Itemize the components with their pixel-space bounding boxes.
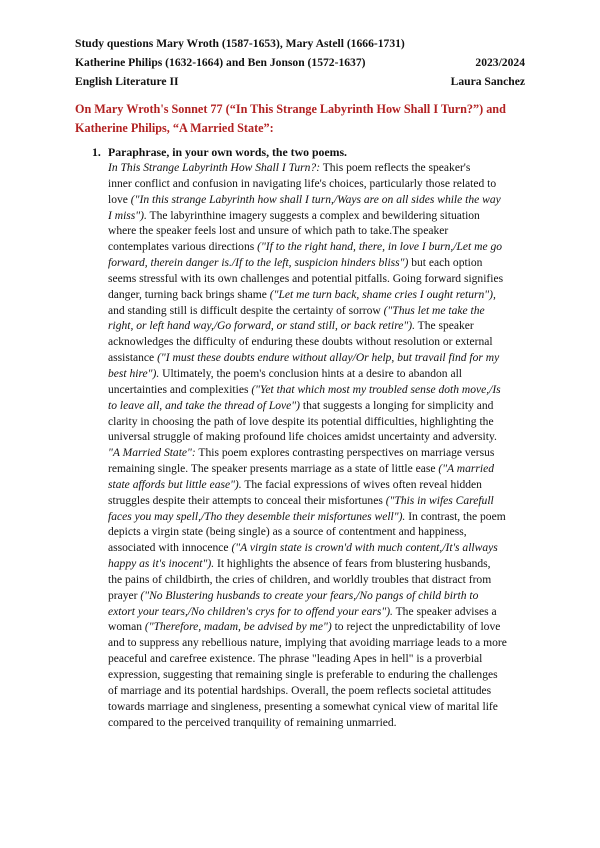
answer-line bbox=[108, 367, 526, 383]
body-text: It highlights the absence of fears from blustering husbands, bbox=[214, 558, 491, 571]
answer-line bbox=[108, 605, 526, 621]
body-text: This poem reflects the speaker's bbox=[320, 162, 471, 174]
quote-text: ("Therefore, madam, be advised by me") bbox=[144, 621, 332, 634]
answer-line bbox=[108, 700, 526, 716]
body-text: inner conflict and confusion in navigating life's choices, particularly those related to bbox=[108, 177, 497, 190]
answer-line bbox=[108, 415, 526, 431]
body-text: struggles despite their attempts to conceal their misfortunes bbox=[108, 494, 386, 507]
body-text: peaceful and carefree existence. The phrase "leading Apes in hell" is a proverbial bbox=[108, 653, 483, 666]
section-title bbox=[75, 100, 530, 138]
quote-text: ("A married bbox=[438, 463, 494, 476]
body-text: and to suppress any rebellious nature, implying that avoiding marriage leads to a more bbox=[108, 637, 507, 650]
answer-line bbox=[108, 462, 526, 478]
body-text: universal struggle of making profound life choices amidst uncertainty and adversity. bbox=[108, 431, 497, 444]
quote-text: right, or left hand way,/Go forward, or stand still, or back retire"). bbox=[108, 320, 415, 333]
quote-text: ("Let me turn back, shame cries I ought return"), bbox=[269, 288, 496, 301]
quote-text: ("I must these doubts endure without allay/Or help, but travail find for my bbox=[157, 352, 500, 365]
quote-text: ("This in wifes Carefull bbox=[385, 494, 494, 507]
body-text: The speaker advises a bbox=[392, 605, 497, 618]
course-name: English Literature II bbox=[75, 75, 179, 88]
quote-text: In This Strange Labyrinth How Shall I Turn?: bbox=[108, 162, 321, 174]
answer-line bbox=[108, 494, 526, 510]
answer-line bbox=[108, 319, 526, 335]
quote-text: ("No Blustering husbands to create your fears,/No pangs of child birth to bbox=[140, 589, 479, 602]
answer-line bbox=[108, 716, 526, 732]
quote-text: "A Married State": bbox=[108, 447, 196, 460]
quote-text: state affords but little ease"). bbox=[108, 478, 242, 491]
body-text: uncertainties and complexities bbox=[108, 383, 252, 396]
body-text: of marriage and its potential hardships. Overall, the poem reflects societal attitudes bbox=[108, 684, 492, 697]
body-text: The labyrinthine imagery suggests a complex and bewildering situation bbox=[146, 209, 480, 222]
answer-line bbox=[108, 256, 526, 272]
answer-line bbox=[108, 224, 526, 240]
answer-line bbox=[108, 161, 526, 177]
body-text: acknowledges the difficulty of enduring these doubts without resolution or external bbox=[108, 336, 493, 349]
body-text: that suggests a longing for simplicity and bbox=[300, 399, 494, 412]
question-text: Paraphrase, in your own words, the two poems. bbox=[108, 145, 348, 159]
answer-line bbox=[108, 209, 526, 225]
body-text: and standing still is difficult despite the certainty of sorrow bbox=[108, 304, 384, 317]
answer-line bbox=[108, 272, 526, 288]
body-text: The speaker bbox=[415, 320, 474, 333]
question-number: 1. bbox=[92, 145, 101, 159]
answer-line bbox=[108, 525, 526, 541]
body-text: clarity in choosing the path of love despite its potential difficulties, highlighting the bbox=[108, 415, 494, 428]
answer-line bbox=[108, 668, 526, 684]
quote-text: ("A virgin state is crown'd with much content,/It's allways bbox=[231, 542, 498, 555]
answer-line bbox=[108, 177, 526, 193]
answer-line bbox=[108, 430, 526, 446]
answer-line bbox=[108, 573, 526, 589]
body-text: Ultimately, the poem's conclusion hints at a desire to abandon all bbox=[159, 367, 463, 380]
body-text: contemplates various directions bbox=[108, 241, 258, 254]
quote-text: to leave all, and take the thread of Love") bbox=[108, 399, 301, 412]
quote-text: ("Thus let me take the bbox=[383, 304, 485, 317]
body-text: associated with innocence bbox=[108, 542, 232, 555]
answer-line bbox=[108, 240, 526, 256]
body-text: The facial expressions of wives often reveal hidden bbox=[241, 478, 482, 491]
quote-text: faces you may spell,/Tho they desemble their misfortunes well"). bbox=[108, 510, 406, 523]
answer-line bbox=[108, 620, 526, 636]
header-line-1 bbox=[75, 37, 525, 51]
answer-line bbox=[108, 335, 526, 351]
body-text: danger, turning back brings shame bbox=[108, 288, 270, 301]
answer-line bbox=[108, 288, 526, 304]
answer-line bbox=[108, 304, 526, 320]
answer-line bbox=[108, 636, 526, 652]
body-text: compared to the perceived tranquility of remaining unmarried. bbox=[108, 716, 397, 729]
answer-line bbox=[108, 589, 526, 605]
answer-line bbox=[108, 557, 526, 573]
answer-line bbox=[108, 446, 526, 462]
body-text: depicts a virgin state (being single) as a source of contentment and happiness, bbox=[108, 526, 467, 539]
body-text: towards marriage and singleness, presenting a somewhat cynical view of marital life bbox=[108, 700, 498, 713]
quote-text: ("Yet that which most my troubled sense doth move,/Is bbox=[251, 383, 501, 396]
body-text: woman bbox=[108, 621, 145, 634]
body-text: the pains of childbirth, the cries of children, and worldly troubles that distract from bbox=[108, 573, 492, 586]
body-text: to reject the unpredictability of love bbox=[331, 621, 501, 634]
header-line-2 bbox=[75, 56, 525, 70]
answer-body bbox=[108, 161, 526, 731]
answer-line bbox=[108, 383, 526, 399]
body-text: seems stressful with its own challenges and potential pitfalls. Going forward signifies bbox=[108, 272, 504, 285]
answer-line bbox=[108, 351, 526, 367]
header-authors-2: Katherine Philips (1632-1664) and Ben Jonson (1572-1637) bbox=[75, 56, 366, 69]
quote-text: ("In this strange Labyrinth how shall I turn,/Ways are on all sides while the way bbox=[130, 193, 501, 206]
body-text: prayer bbox=[108, 589, 141, 602]
body-text: This poem explores contrasting perspectives on marriage versus bbox=[195, 447, 495, 460]
section-title-line: Katherine Philips, “A Married State”: bbox=[75, 121, 274, 135]
answer-line bbox=[108, 399, 526, 415]
quote-text: best hire"). bbox=[108, 367, 160, 380]
answer-line bbox=[108, 684, 526, 700]
answer-line bbox=[108, 541, 526, 557]
answer-line bbox=[108, 193, 526, 209]
answer-line bbox=[108, 510, 526, 526]
quote-text: forward, therein danger is./If to the left, suspicion hinders bliss") bbox=[108, 257, 409, 270]
quote-text: I miss"). bbox=[108, 209, 147, 222]
question-heading bbox=[92, 145, 347, 160]
quote-text: ("If to the right hand, there, in love I burn,/Let me go bbox=[257, 241, 503, 254]
answer-line bbox=[108, 652, 526, 668]
body-text: where the speaker feels lost and unsure of which path to take.The speaker bbox=[108, 225, 449, 238]
answer-line bbox=[108, 478, 526, 494]
quote-text: extort your tears,/No children's crys for to offend your ears"). bbox=[108, 605, 393, 618]
body-text: love bbox=[108, 193, 131, 206]
academic-year: 2023/2024 bbox=[475, 56, 525, 69]
header-line-3 bbox=[75, 75, 525, 89]
quote-text: happy as it's inocent"). bbox=[108, 558, 215, 571]
section-title-line: On Mary Wroth's Sonnet 77 (“In This Strange Labyrinth How Shall I Turn?”) and bbox=[75, 102, 506, 116]
body-text: expression, suggesting that remaining single is preferable to enduring the challenges bbox=[108, 669, 498, 681]
header-authors-1: Study questions Mary Wroth (1587-1653), Mary Astell (1666-1731) bbox=[75, 37, 405, 50]
body-text: but each option bbox=[408, 257, 483, 270]
body-text: In contrast, the poem bbox=[405, 510, 506, 523]
body-text: assistance bbox=[108, 352, 158, 365]
body-text: remaining single. The speaker presents marriage as a state of little ease bbox=[108, 463, 439, 476]
author-name: Laura Sanchez bbox=[450, 75, 525, 88]
